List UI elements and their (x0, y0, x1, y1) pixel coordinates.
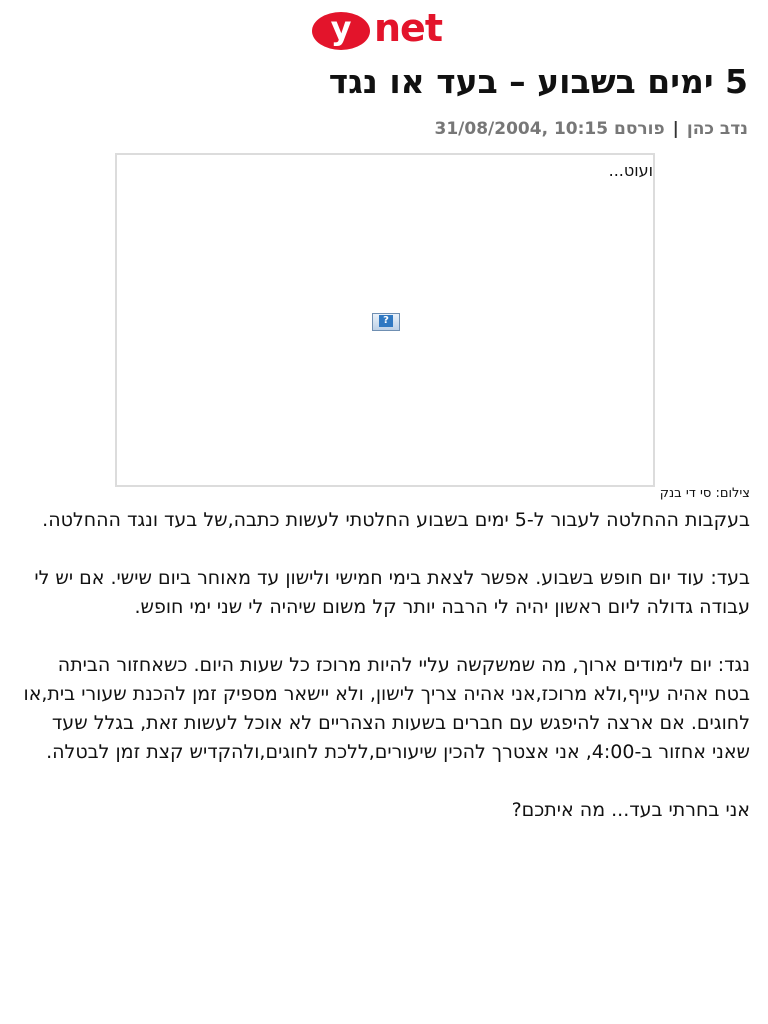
article-title: 5 ימים בשבוע – בעד או נגד (328, 62, 748, 101)
logo-letter: y (330, 9, 352, 47)
logo-word: net (374, 6, 442, 50)
ynet-logo[interactable] (312, 6, 462, 54)
author-name[interactable]: נדב כהן (686, 119, 748, 139)
article-paragraph: נגד: יום לימודים ארוך, מה שמשקשה עליי להיות מרוכז כל שעות היום. כשאחזור הביתה בטח אהיה עייף,ולא מרוכז,אני אהיה צריך לישון, ולא יישאר מספיק זמן להכנת שעורי בית,או לחוגים. אם ארצה להיפגש עם חברים בשעות הצהריים לא אוכל לעשות זאת, בגלל שעד שאני אחזור ב-4:00, אני אצטרך להכין שיעורים,ללכת לחוגים,ולהקדיש קצת זמן לבטלה. (23, 654, 750, 763)
article-paragraph: בעד: עוד יום חופש בשבוע. אפשר לצאת בימי חמישי ולישון עד מאוחר ביום שישי. אם יש לי עבודה גדולה ליום ראשון יהיה לי הרבה יותר קל משום שיהיה לי שני ימי חופש. (34, 567, 750, 618)
article-paragraph: בעקבות ההחלטה לעבור ל-5 ימים בשבוע החלטתי לעשות כתבה,של בעד ונגד ההחלטה. (42, 509, 750, 531)
broken-image-icon: ? (372, 313, 400, 331)
byline (20, 116, 748, 142)
publish-date: פורסם 10:15 ,31/08/2004 (434, 119, 665, 139)
photo-credit: צילום: סי די בנק (659, 486, 750, 501)
image-inner-caption: ועוט... (608, 161, 653, 180)
article-paragraph: אני בחרתי בעד... מה איתכם? (511, 799, 750, 821)
article-body (18, 506, 750, 854)
article-image-frame (115, 153, 655, 487)
byline-separator: | (672, 119, 679, 139)
